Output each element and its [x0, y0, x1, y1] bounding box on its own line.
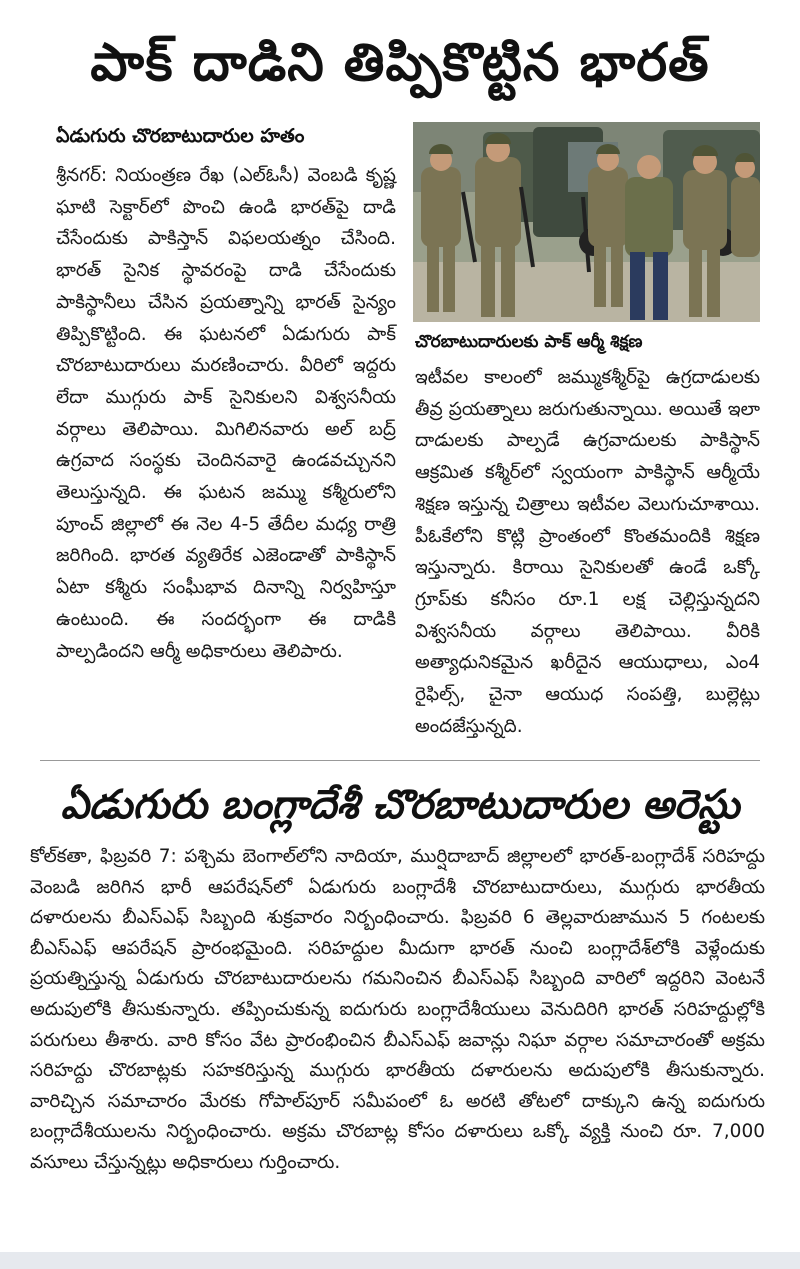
- sub-headline: ఏడుగురు చొరబాటుదారుల హతం: [56, 125, 305, 147]
- second-article-paragraph: కోల్‌కతా, ఫిబ్రవరి 7: పశ్చిమ బెంగాల్‌లోని నాదియా, ముర్షిదాబాద్ జిల్లాలలో భారత్-బంగ్లాదేశ్ సరిహద్దు వెంబడి జరిగిన భారీ ఆపరేషన్‌లో ఏడుగురు బంగ్లాదేశీ చొరబాటుదారులు, ముగ్గురు భారతీయ దళారులను బీఎస్‌ఎఫ్ సిబ్బంది శుక్రవారం నిర్బంధించారు. ఫిబ్రవరి 6 తెల్లవారుజామున 5 గంటలకు బీఎస్‌ఎఫ్ ఆపరేషన్ ప్రారంభమైంది. సరిహద్దుల మీదుగా భారత్ నుంచి బంగ్లాదేశ్‌లోకి వెళ్లేందుకు ప్రయత్నిస్తున్న ఏడుగురు చొరబాటుదారులను గమనించిన బీఎస్‌ఎఫ్ సిబ్బంది వారిలో ఇద్దరిని వెంటనే అదుపులోకి తీసుకున్నారు. తప్పించుకున్న ఐదుగురు బంగ్లాదేశీయులు వెనుదిరిగి భారత్ సరిహద్దుల్లోకి పరుగులు తీశారు. వారి కోసం వేట ప్రారంభించిన బీఎస్‌ఎఫ్ జవాన్లు నిఘా వర్గాల సమాచారంతో అక్రమ సరిహద్దు చొరబాట్లకు సహకరిస్తున్న ముగ్గురు భారతీయ దళారులను అదుపులోకి తీసుకున్నారు. వారిచ్చిన సమాచారం మేరకు గోపాల్‌పూర్ సమీపంలో ఓ అరటి తోటలో దాక్కుని ఉన్న ఐదుగురు బంగ్లాదేశీయులను నిర్బంధించారు. అక్రమ చొరబాట్ల కోసం దళారులు ఒక్కో వ్యక్తి నుంచి రూ. 7,000 వసూలు చేస్తున్నట్లు అధికారులు గుర్తించారు.: [30, 846, 765, 1173]
- right-article-paragraph: ఇటీవల కాలంలో జమ్ముకశ్మీర్‌పై ఉగ్రదాడులకు తీవ్ర ప్రయత్నాలు జరుగుతున్నాయి. అయితే ఇలా దాడులకు పాల్పడే ఉగ్రవాదులకు పాకిస్థాన్ ఆక్రమిత కశ్మీర్‌లో స్వయంగా పాకిస్థాన్ ఆర్మీయే శిక్షణ ఇస్తున్న చిత్రాలు ఇటీవల వెలుగుచూశాయి. పీఓకేలోని కొట్లి ప్రాంతంలో కొంతమందికి శిక్షణ ఇస్తున్నారు. కిరాయి సైనికులతో ఉండే ఒక్కో గ్రూప్‌కు కనీసం రూ.1 లక్ష చెల్లిస్తున్నదని విశ్వసనీయ వర్గాలు తెలిపాయి. వీరికి అత్యాధునికమైన ఖరీదైన ఆయుధాలు, ఎం4 రైఫిల్స్, చైనా ఆయుధ సంపత్తి, బుల్లెట్లు అందజేస్తున్నది.: [415, 367, 760, 737]
- second-headline: ఏడుగురు బంగ్లాదేశీ చొరబాటుదారుల అరెస్టు: [60, 782, 740, 828]
- section-divider: [40, 760, 760, 761]
- second-article-body: [30, 842, 765, 1179]
- left-article-paragraph: శ్రీనగర్: నియంత్రణ రేఖ (ఎల్‌ఓసీ) వెంబడి కృష్ణ ఘాటి సెక్టార్‌లో పొంచి ఉండి భారత్‌పై దాడి చేసేందుకు పాకిస్తాన్ విఫలయత్నం చేసింది. భారత్ సైనిక స్థావరంపై దాడి చేసేందుకు పాకిస్థానీలు చేసిన ప్రయత్నాన్ని భారత్ సైన్యం తిప్పికొట్టింది. ఈ ఘటనలో ఏడుగురు పాక్ చొరబాటుదారులు మరణించారు. వీరిలో ఇద్దరు లేదా ముగ్గురు పాక్ సైనికులని విశ్వసనీయ వర్గాలు తెలిపాయి. మిగిలినవారు అల్ బద్ర్ ఉగ్రవాద సంస్థకు చెందినవారై ఉండవచ్చునని తెలుస్తున్నది. ఈ ఘటన జమ్ము కశ్మీరులోని పూంచ్ జిల్లాలో ఈ నెల 4-5 తేదీల మధ్య రాత్రి జరిగింది. భారత వ్యతిరేక ఎజెండాతో పాకిస్థాన్ ఏటా కశ్మీరు సంఘీభావ దినాన్ని నిర్వహిస్తూ ఉంటుంది. ఈ సందర్భంగా ఈ దాడికి పాల్పడిందని ఆర్మీ అధికారులు తెలిపారు.: [56, 165, 396, 662]
- photo-caption: చొరబాటుదారులకు పాక్ ఆర్మీ శిక్షణ: [415, 332, 643, 352]
- footer-strip: [0, 1252, 800, 1269]
- soldiers-photo: [413, 122, 760, 322]
- right-article-column: [415, 362, 760, 742]
- left-article-column: [56, 160, 396, 667]
- main-headline: పాక్ దాడిని తిప్పికొట్టిన భారత్: [90, 33, 710, 93]
